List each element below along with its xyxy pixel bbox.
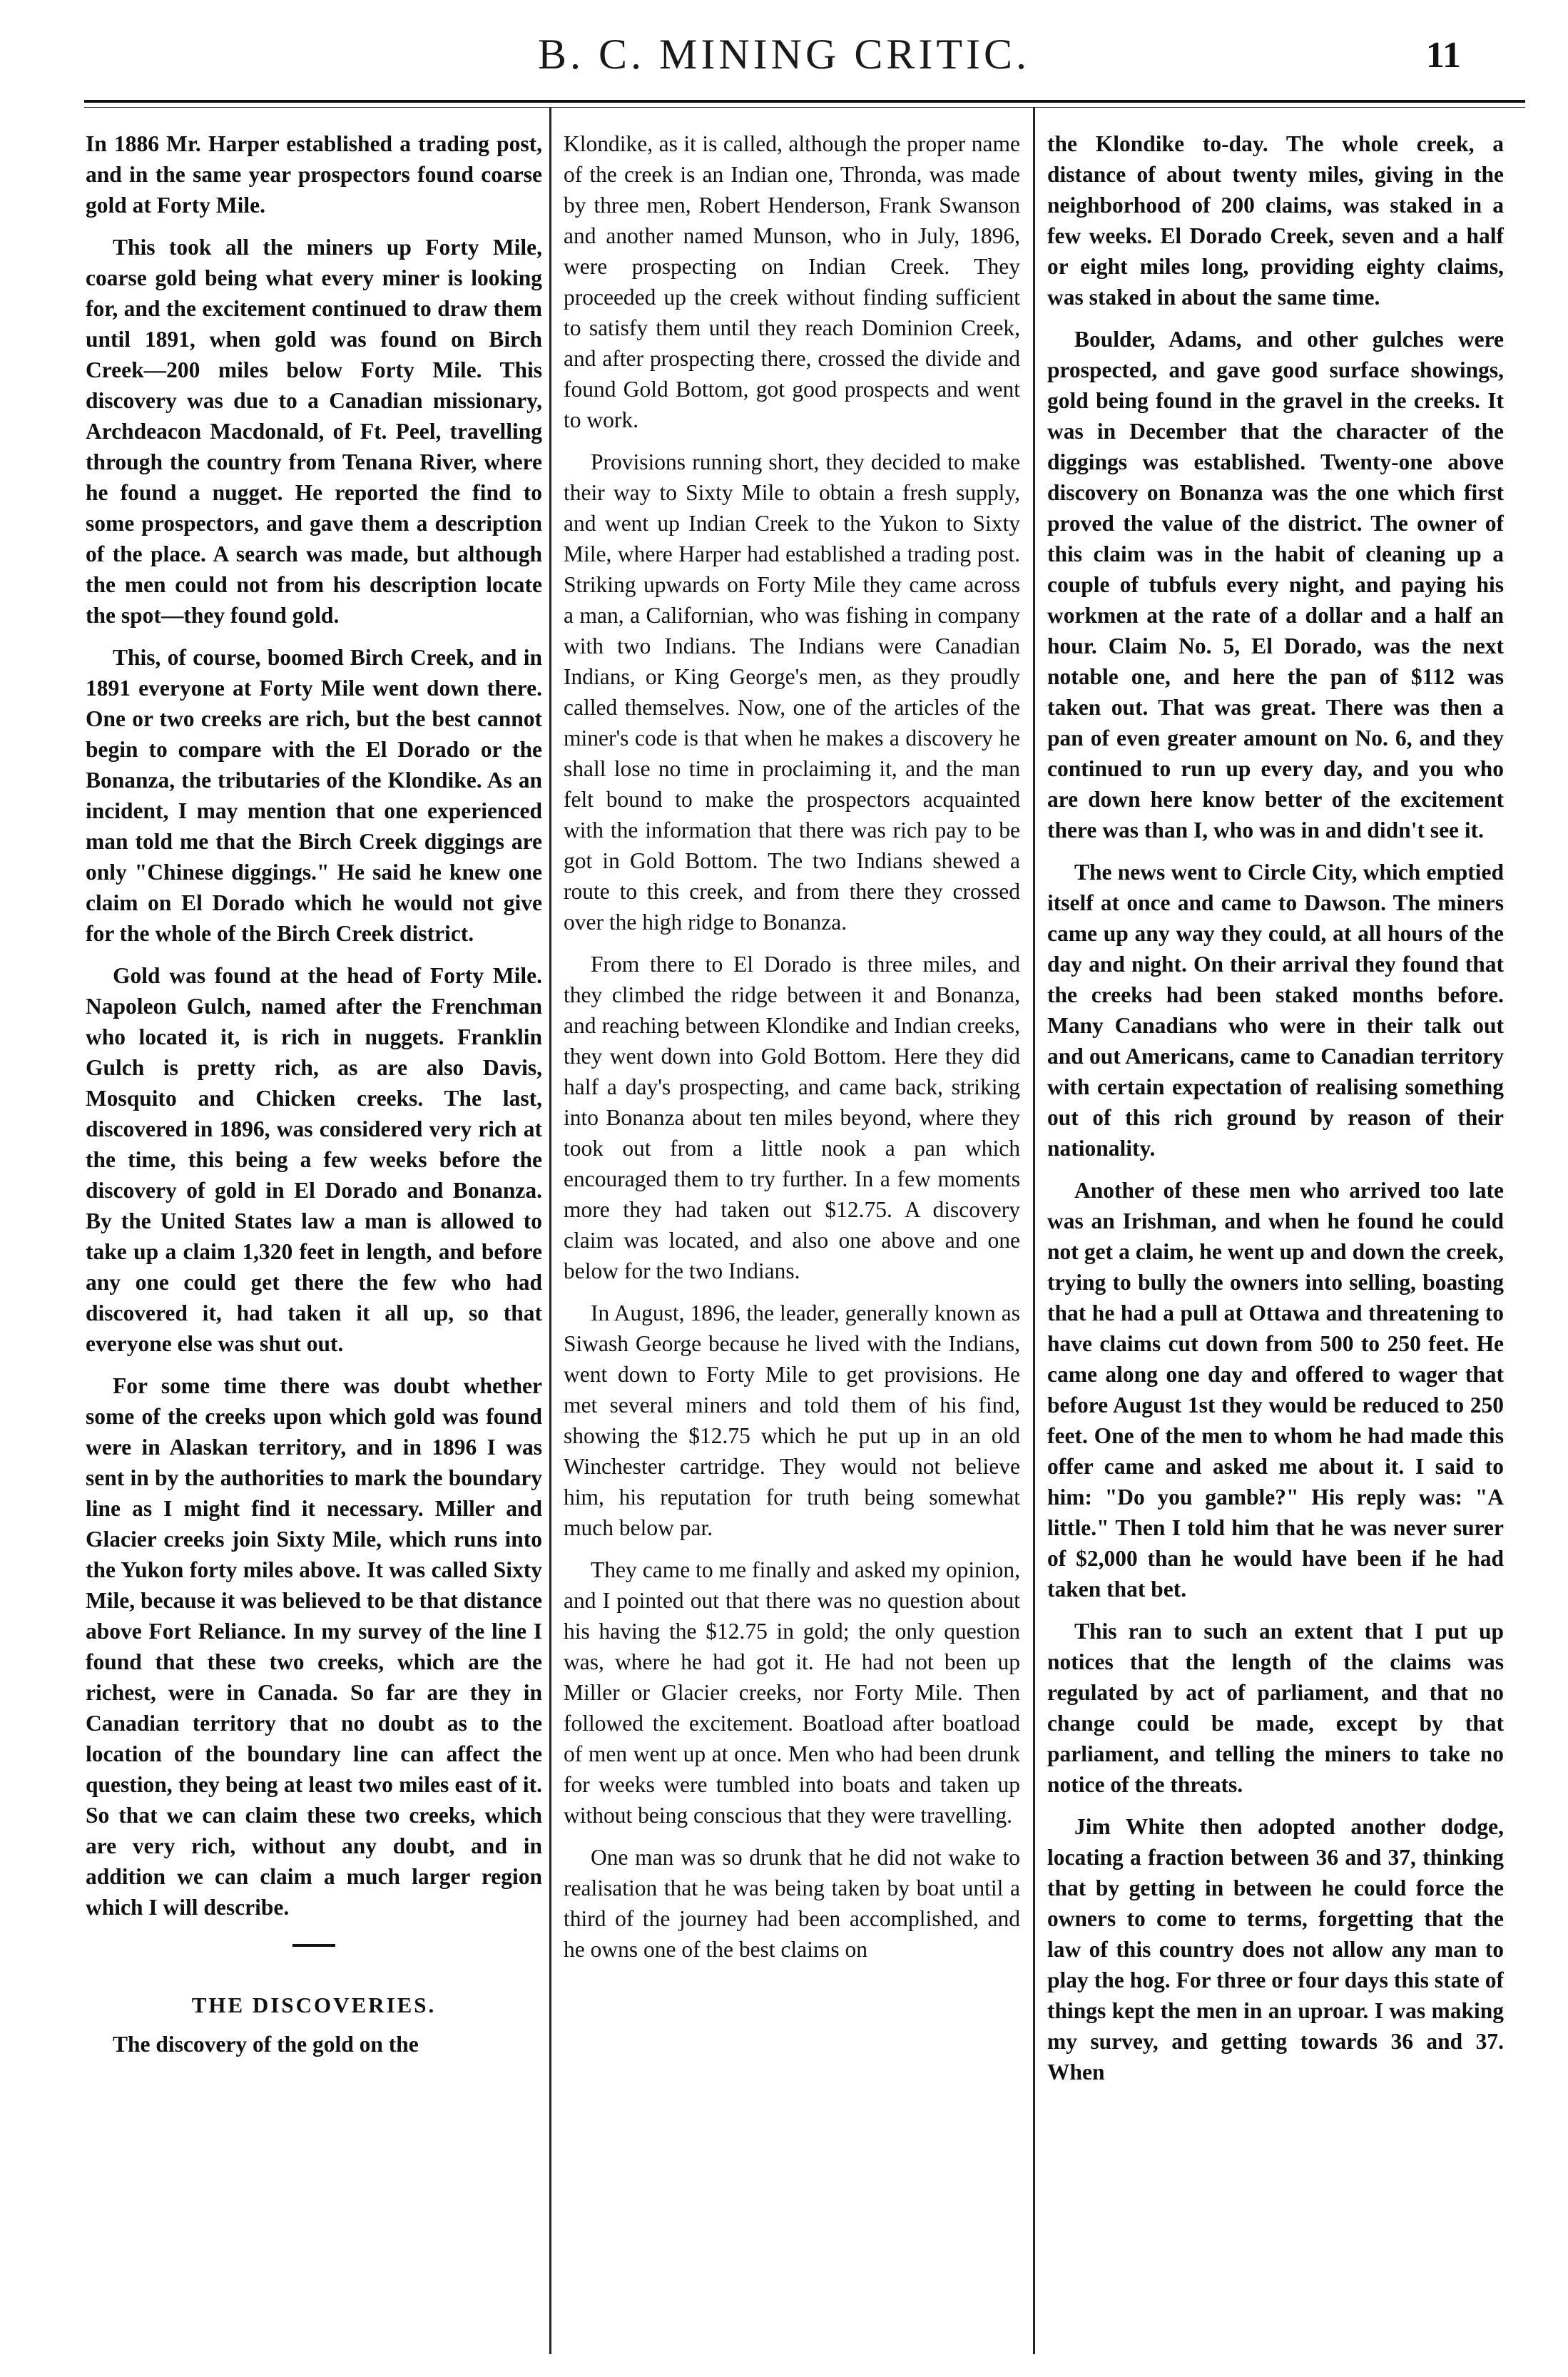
- header-rule-thin: [84, 107, 1525, 108]
- paragraph: Boulder, Adams, and other gulches were prospected, and gave good surface showings, gold being found in the gravel in the creeks. It was in December that the character of the diggings was established. Twenty-one above discovery on Bonanza was the one which first proved the value of the district. The owner of this claim was in the habit of cleaning up a couple of tubfuls every night, and paying his workmen at the rate of a dollar and a half an hour. Claim No. 5, El Dorado, was the next notable one, and here the pan of $112 was taken out. That was great. There was then a pan of even greater amount on No. 6, and they continued to run up every day, and you who are down here know better of the excitement there was than I, who was in and didn't see it.: [1047, 327, 1504, 843]
- column-1: [86, 128, 542, 2354]
- column-2: [564, 128, 1020, 2354]
- section-break: [292, 1944, 335, 1947]
- section-heading: THE DISCOVERIES.: [191, 1992, 437, 2017]
- paragraph: One man was so drunk that he did not wake to realisation that he was being taken by boat until a third of the journey had been accomplished, and he owns one of the best claims on: [564, 1845, 1020, 1962]
- column-divider: [549, 107, 551, 2354]
- paragraph: This took all the miners up Forty Mile, coarse gold being what every miner is looking for, and the excitement continued to draw them until 1891, when gold was found on Birch Creek—200 miles below Forty Mile. This discovery was due to a Canadian missionary, Archdeacon Macdonald, of Ft. Peel, travelling through the country from Tenana River, where he found a nugget. He reported the find to some prospectors, and gave them a description of the place. A search was made, but although the men could not from his description locate the spot—they found gold.: [86, 235, 542, 628]
- paragraph: Klondike, as it is called, although the proper name of the creek is an Indian one, Thronda, was made by three men, Robert Henderson, Frank Swanson and another named Munson, who in July, 1896, were prospecting on Indian Creek. They proceeded up the creek without finding sufficient to satisfy them until they reach Dominion Creek, and after prospecting there, crossed the divide and found Gold Bottom, got good prospects and went to work.: [564, 131, 1020, 432]
- paragraph: the Klondike to-day. The whole creek, a distance of about twenty miles, giving in the neighborhood of 200 claims, was staked in a few weeks. El Dorado Creek, seven and a half or eight miles long, providing eighty claims, was staked in about the same time.: [1047, 131, 1504, 310]
- header-rule: [84, 100, 1525, 103]
- paragraph: Jim White then adopted another dodge, locating a fraction between 36 and 37, thinking that by getting in between he could force the owners to come to terms, forgetting that the law of this country does not allow any man to play the hog. For three or four days this state of things kept the men in an uproar. I was making my survey, and getting towards 36 and 37. When: [1047, 1814, 1504, 2085]
- publication-title: B. C. MINING CRITIC.: [537, 31, 1030, 78]
- paragraph: For some time there was doubt whether some of the creeks upon which gold was found were in Alaskan territory, and in 1896 I was sent in by the authorities to mark the boundary line as I might find it necessary. Miller and Glacier creeks join Sixty Mile, which runs into the Yukon forty miles above. It was called Sixty Mile, because it was believed to be that distance above Fort Reliance. In my survey of the line I found that these two creeks, which are the richest, were in Canada. So far are they in Canadian territory that no doubt as to the location of the boundary line can affect the question, they being at least two miles east of it. So that we can claim these two creeks, which are very rich, without any doubt, and in addition we can claim a much larger region which I will describe.: [86, 1373, 542, 1920]
- paragraph: The discovery of the gold on the: [113, 2032, 419, 2057]
- paragraph: Gold was found at the head of Forty Mile. Napoleon Gulch, named after the Frenchman who located it, is rich in nuggets. Franklin Gulch is pretty rich, as are also Davis, Mosquito and Chicken creeks. The last, discovered in 1896, was considered very rich at the time, this being a few weeks before the discovery of gold in El Dorado and Bonanza. By the United States law a man is allowed to take up a claim 1,320 feet in length, and before any one could get there the few who had discovered it, had taken it all up, so that everyone else was shut out.: [86, 963, 542, 1356]
- paragraph: Another of these men who arrived too late was an Irishman, and when he found he could not get a claim, he went up and down the creek, trying to bully the owners into selling, boasting that he had a pull at Ottawa and threatening to have claims cut down from 500 to 250 feet. He came along one day and offered to wager that before August 1st they would be reduced to 250 feet. One of the men to whom he had made this offer came and asked me about it. I said to him: "Do you gamble?" His reply was: "A little." Then I told him that he was never surer of $2,000 than he would have been if he had taken that bet.: [1047, 1178, 1504, 1602]
- paragraph: In August, 1896, the leader, generally known as Siwash George because he lived with the Indians, went down to Forty Mile to get provisions. He met several miners and told them of his find, showing the $12.75 which he put up in an old Winchester cartridge. They would not believe him, his reputation for truth being somewhat much below par.: [564, 1301, 1020, 1540]
- masthead: [0, 30, 1568, 94]
- page-number: 11: [1425, 35, 1461, 76]
- column-3: [1047, 128, 1504, 2354]
- column-divider: [1033, 107, 1035, 2354]
- paragraph: They came to me finally and asked my opinion, and I pointed out that there was no question about his having the $12.75 in gold; the only question was, where he had got it. He had not been up Miller or Glacier creeks, nor Forty Mile. Then followed the excitement. Boatload after boatload of men went up at once. Men who had been drunk for weeks were tumbled into boats and taken up without being conscious that they were travelling.: [564, 1557, 1020, 1828]
- paragraph: From there to El Dorado is three miles, and they climbed the ridge between it and Bonanza, and reaching between Klondike and Indian creeks, they went down into Gold Bottom. Here they did half a day's prospecting, and came back, striking into Bonanza about ten miles beyond, where they took out from a little nook a pan which encouraged them to try further. In a few moments more they had taken out $12.75. A discovery claim was located, and also one above and one below for the two Indians.: [564, 952, 1020, 1283]
- paragraph: Provisions running short, they decided to make their way to Sixty Mile to obtain a fresh supply, and went up Indian Creek to the Yukon to Sixty Mile, where Harper had established a trading post. Striking upwards on Forty Mile they came across a man, a Californian, who was fishing in company with two Indians. The Indians were Canadian Indians, or King George's men, as they proudly called themselves. Now, one of the articles of the miner's code is that when he makes a discovery he shall lose no time in proclaiming it, and the man felt bound to make the prospectors acquainted with the information that there was rich pay to be got in Gold Bottom. The two Indians shewed a route to this creek, and from there they crossed over the high ridge to Bonanza.: [564, 449, 1020, 935]
- paragraph: This, of course, boomed Birch Creek, and in 1891 everyone at Forty Mile went down there. One or two creeks are rich, but the best cannot begin to compare with the El Dorado or the Bonanza, the tributaries of the Klondike. As an incident, I may mention that one experienced man told me that the Birch Creek diggings are only "Chinese diggings." He said he knew one claim on El Dorado which he would not give for the whole of the Birch Creek district.: [86, 645, 542, 946]
- paragraph: The news went to Circle City, which emptied itself at once and came to Dawson. The miners came up any way they could, at all hours of the day and night. On their arrival they found that the creeks had been staked months before. Many Canadians who were in their talk out and out Americans, came to Canadian territory with certain expectation of realising something out of this rich ground by reason of their nationality.: [1047, 860, 1504, 1161]
- paragraph: In 1886 Mr. Harper established a trading post, and in the same year prospectors found coarse gold at Forty Mile.: [86, 131, 542, 218]
- paragraph: This ran to such an extent that I put up notices that the length of the claims was regulated by act of parliament, and that no change could be made, except by that parliament, and telling the miners to take no notice of the threats.: [1047, 1619, 1504, 1797]
